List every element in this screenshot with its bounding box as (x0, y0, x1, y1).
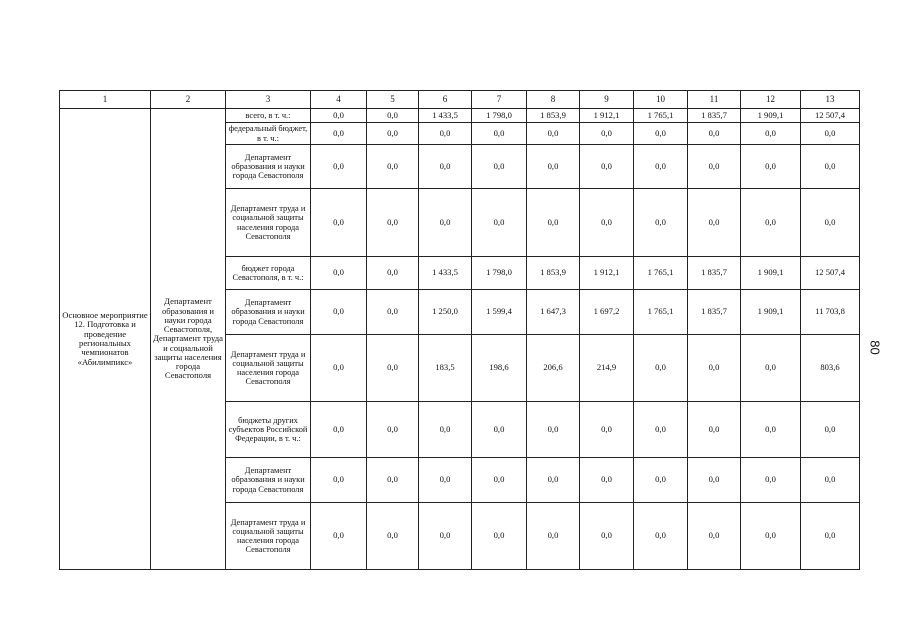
value-cell: 198,6 (472, 335, 527, 402)
source-cell: Департамент труда и социальной защиты населения города Севастополя (226, 189, 311, 257)
col-header-12: 12 (741, 91, 801, 109)
value-cell: 0,0 (580, 458, 634, 503)
value-cell: 0,0 (634, 335, 688, 402)
col-header-9: 9 (580, 91, 634, 109)
value-cell: 0,0 (801, 503, 860, 570)
value-cell: 1 853,9 (527, 257, 580, 290)
value-cell: 0,0 (419, 402, 472, 458)
value-cell: 0,0 (472, 189, 527, 257)
value-cell: 0,0 (311, 123, 367, 145)
value-cell: 0,0 (580, 402, 634, 458)
col-header-5: 5 (367, 91, 419, 109)
source-cell: бюджеты других субъектов Российской Федерации, в т. ч.: (226, 402, 311, 458)
value-cell: 214,9 (580, 335, 634, 402)
col-header-8: 8 (527, 91, 580, 109)
source-cell: Департамент труда и социальной защиты населения города Севастополя (226, 503, 311, 570)
value-cell: 0,0 (367, 109, 419, 123)
measure-cell: Основное мероприятие 12. Подготовка и проведение региональных чемпионатов «Абилимпикс» (60, 109, 151, 570)
value-cell: 0,0 (580, 145, 634, 189)
value-cell: 0,0 (634, 503, 688, 570)
value-cell: 0,0 (367, 145, 419, 189)
value-cell: 1 912,1 (580, 257, 634, 290)
value-cell: 803,6 (801, 335, 860, 402)
value-cell: 0,0 (367, 257, 419, 290)
source-cell: Департамент труда и социальной защиты населения города Севастополя (226, 335, 311, 402)
col-header-7: 7 (472, 91, 527, 109)
value-cell: 0,0 (634, 123, 688, 145)
value-cell: 0,0 (472, 402, 527, 458)
value-cell: 0,0 (801, 189, 860, 257)
value-cell: 0,0 (741, 189, 801, 257)
source-cell: федеральный бюджет, в т. ч.: (226, 123, 311, 145)
value-cell: 0,0 (741, 123, 801, 145)
value-cell: 0,0 (580, 123, 634, 145)
page-number: 80 (867, 340, 883, 355)
value-cell: 0,0 (688, 123, 741, 145)
value-cell: 1 647,3 (527, 290, 580, 335)
value-cell: 0,0 (367, 503, 419, 570)
value-cell: 0,0 (367, 402, 419, 458)
value-cell: 1 798,0 (472, 109, 527, 123)
value-cell: 0,0 (527, 145, 580, 189)
value-cell: 1 835,7 (688, 290, 741, 335)
value-cell: 1 765,1 (634, 257, 688, 290)
value-cell: 0,0 (419, 123, 472, 145)
value-cell: 1 835,7 (688, 257, 741, 290)
value-cell: 0,0 (367, 123, 419, 145)
value-cell: 0,0 (311, 290, 367, 335)
value-cell: 1 599,4 (472, 290, 527, 335)
value-cell: 1 853,9 (527, 109, 580, 123)
value-cell: 0,0 (367, 290, 419, 335)
value-cell: 0,0 (527, 503, 580, 570)
value-cell: 0,0 (688, 189, 741, 257)
table-body (60, 109, 860, 570)
value-cell: 1 697,2 (580, 290, 634, 335)
value-cell: 0,0 (688, 458, 741, 503)
value-cell: 0,0 (527, 458, 580, 503)
value-cell: 0,0 (311, 189, 367, 257)
value-cell: 0,0 (634, 458, 688, 503)
source-cell: Департамент образования и науки города Севастополя (226, 458, 311, 503)
value-cell: 12 507,4 (801, 257, 860, 290)
value-cell: 0,0 (472, 145, 527, 189)
col-header-10: 10 (634, 91, 688, 109)
value-cell: 1 835,7 (688, 109, 741, 123)
col-header-1: 1 (60, 91, 151, 109)
value-cell: 0,0 (741, 503, 801, 570)
value-cell: 0,0 (741, 335, 801, 402)
value-cell: 1 765,1 (634, 290, 688, 335)
source-cell: всего, в т. ч.: (226, 109, 311, 123)
value-cell: 0,0 (311, 458, 367, 503)
value-cell: 0,0 (688, 402, 741, 458)
value-cell: 0,0 (580, 189, 634, 257)
value-cell: 0,0 (367, 458, 419, 503)
source-cell: Департамент образования и науки города Севастополя (226, 290, 311, 335)
value-cell: 0,0 (419, 458, 472, 503)
table-header (60, 91, 860, 109)
value-cell: 0,0 (801, 458, 860, 503)
value-cell: 1 433,5 (419, 109, 472, 123)
value-cell: 0,0 (801, 145, 860, 189)
value-cell: 0,0 (527, 189, 580, 257)
value-cell: 1 433,5 (419, 257, 472, 290)
value-cell: 1 765,1 (634, 109, 688, 123)
value-cell: 1 798,0 (472, 257, 527, 290)
value-cell: 0,0 (472, 503, 527, 570)
value-cell: 0,0 (311, 335, 367, 402)
source-cell: бюджет города Севастополя, в т. ч.: (226, 257, 311, 290)
value-cell: 1 250,0 (419, 290, 472, 335)
value-cell: 0,0 (801, 402, 860, 458)
value-cell: 0,0 (741, 458, 801, 503)
value-cell: 1 909,1 (741, 109, 801, 123)
col-header-13: 13 (801, 91, 860, 109)
col-header-3: 3 (226, 91, 311, 109)
value-cell: 0,0 (634, 189, 688, 257)
value-cell: 0,0 (741, 145, 801, 189)
value-cell: 0,0 (688, 335, 741, 402)
col-header-11: 11 (688, 91, 741, 109)
source-cell: Департамент образования и науки города Севастополя (226, 145, 311, 189)
value-cell: 0,0 (419, 145, 472, 189)
funding-table (59, 90, 860, 570)
value-cell: 11 703,8 (801, 290, 860, 335)
col-header-6: 6 (419, 91, 472, 109)
value-cell: 12 507,4 (801, 109, 860, 123)
value-cell: 206,6 (527, 335, 580, 402)
value-cell: 1 909,1 (741, 257, 801, 290)
value-cell: 0,0 (311, 257, 367, 290)
value-cell: 0,0 (311, 109, 367, 123)
value-cell: 0,0 (801, 123, 860, 145)
col-header-2: 2 (151, 91, 226, 109)
value-cell: 0,0 (367, 335, 419, 402)
col-header-4: 4 (311, 91, 367, 109)
value-cell: 1 912,1 (580, 109, 634, 123)
value-cell: 0,0 (311, 145, 367, 189)
value-cell: 183,5 (419, 335, 472, 402)
value-cell: 0,0 (527, 402, 580, 458)
value-cell: 0,0 (688, 145, 741, 189)
value-cell: 0,0 (688, 503, 741, 570)
value-cell: 0,0 (741, 402, 801, 458)
value-cell: 0,0 (527, 123, 580, 145)
header-row (60, 91, 860, 109)
value-cell: 0,0 (472, 458, 527, 503)
value-cell: 0,0 (419, 503, 472, 570)
value-cell: 0,0 (580, 503, 634, 570)
value-cell: 0,0 (419, 189, 472, 257)
value-cell: 0,0 (367, 189, 419, 257)
executor-cell: Департамент образования и науки города Севастополя, Департамент труда и социальной защиты населения города Севастополя (151, 109, 226, 570)
value-cell: 0,0 (311, 402, 367, 458)
value-cell: 0,0 (472, 123, 527, 145)
value-cell: 0,0 (634, 145, 688, 189)
value-cell: 0,0 (634, 402, 688, 458)
value-cell: 1 909,1 (741, 290, 801, 335)
value-cell: 0,0 (311, 503, 367, 570)
table-row (60, 109, 860, 123)
